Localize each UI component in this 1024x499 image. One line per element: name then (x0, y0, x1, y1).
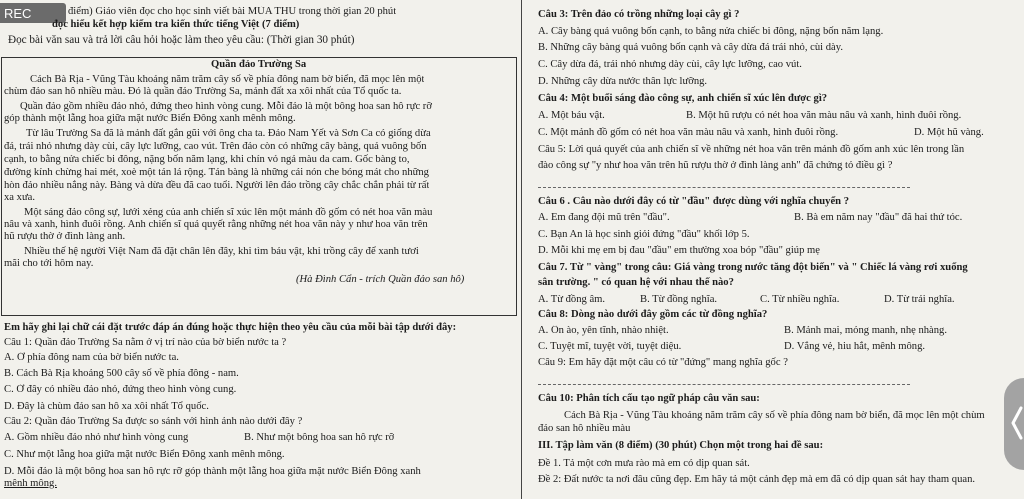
q1-option-b: B. Cách Bà Rịa khoảng 500 cây số về phía đông - nam. (4, 368, 239, 379)
q6-option-c: C. Bạn An là học sinh giỏi đứng "đầu" khối lớp 5. (538, 229, 750, 240)
q3-option-b: B. Những cây bàng quả vuông bốn cạnh và cây dừa đá trái nhỏ, cùi dày. (538, 42, 843, 53)
q4-option-a: A. Một báu vật. (538, 110, 605, 121)
passage-line: Cách Bà Rịa - Vũng Tàu khoảng năm trăm cây số về phía đông nam bờ biển, đã mọc lên một (30, 74, 425, 85)
exam-header-2: đọc hiểu kết hợp kiểm tra kiến thức tiếng Việt (7 điểm) (52, 19, 300, 30)
q2-option-b: B. Như một bông hoa san hô rực rỡ (244, 432, 395, 443)
passage-line: mãi cho tới hôm nay. (4, 258, 94, 269)
q7-option-d: D. Từ trái nghĩa. (884, 294, 955, 305)
q7-option-a: A. Từ đồng âm. (538, 294, 606, 305)
q8-option-c: C. Tuyệt mĩ, tuyệt vời, tuyệt diệu. (538, 341, 682, 352)
q8-option-b: B. Mảnh mai, mỏng manh, nhẹ nhàng. (784, 325, 948, 336)
passage-line: hũ rượu thờ ở đình làng anh. (4, 231, 126, 242)
instruction: Em hãy ghi lại chữ cái đặt trước đáp án đúng hoặc thực hiện theo yêu cầu của mỗi bài tập dưới đây: (4, 322, 457, 333)
passage-line: góp thành một lẵng hoa giữa mặt nước Biển Đông xanh mênh mông. (4, 113, 296, 124)
question-10-sentence: Cách Bà Rịa - Vũng Tàu khoảng năm trăm cây số về phía đông nam bờ biển, đã mọc lên một chùm (564, 410, 985, 421)
essay-topic-1: Đề 1. Tả một cơn mưa rào mà em có dịp quan sát. (538, 458, 750, 469)
column-divider (521, 0, 522, 499)
question-6: Câu 6 . Câu nào dưới đây có từ "đầu" được dùng với nghĩa chuyển ? (538, 196, 849, 207)
exam-header-1: điểm) Giáo viên đọc cho học sinh viết bài MÙA THU trong thời gian 20 phút (68, 6, 397, 17)
q6-option-d: D. Mỗi khi mẹ em bị đau "đầu" em thường xoa bóp "đầu" giúp mẹ (538, 245, 820, 256)
essay-topic-2: Đề 2: Đất nước ta nơi đâu cũng đẹp. Em hãy tả một cảnh đẹp mà em đã có dịp quan sát hay tham quan. (538, 474, 976, 485)
passage-source: (Hà Đình Cẩn - trích Quần đảo san hô) (296, 274, 465, 285)
q1-option-c: C. Ở đây có nhiều đảo nhỏ, đứng theo hình vòng cung. (4, 384, 237, 395)
passage-line: Nhiều thế hệ người Việt Nam đã đặt chân lên đây, khi tìm báu vật, khi trồng cây để xanh tươi (24, 246, 419, 257)
question-2: Câu 2: Quần đảo Trường Sa được so sánh với hình ảnh nào dưới đây ? (4, 416, 303, 427)
answer-line (538, 384, 910, 385)
q2-option-d-cont: mênh mông. (4, 478, 57, 489)
question-7-cont: sân trường. " có quan hệ với nhau thế nào? (538, 277, 734, 288)
passage-line: Một sáng đảo công sự, lưới xẻng của anh chiến sĩ xúc lên một mảnh đồ gốm có nét hoa văn màu (24, 207, 433, 218)
q4-option-c: C. Một mảnh đồ gốm có nét hoa văn màu nâu và xanh, hình đuôi rồng. (538, 127, 839, 138)
question-10-sentence-cont: đảo san hô nhiều màu (538, 423, 631, 434)
question-9: Câu 9: Em hãy đặt một câu có từ "đứng" mang nghĩa gốc ? (538, 357, 788, 368)
passage-line: đường kính chừng hai mét, xoè một tán lá rộng. Tán bàng là những cái nón che bóng mát cho những (4, 167, 429, 178)
question-3: Câu 3: Trên đảo có trồng những loại cây gì ? (538, 9, 740, 20)
passage-title: Quần đảo Trường Sa (211, 59, 307, 70)
passage-line: Từ lâu Trường Sa đã là mảnh đất gắn gũi với ông cha ta. Đảo Nam Yết và Sơn Ca có giống dừa (26, 128, 431, 139)
exam-header-3: Đọc bài văn sau và trả lời câu hỏi hoặc làm theo yêu cầu: (Thời gian 30 phút) (8, 34, 355, 46)
side-scroll-handle[interactable] (1004, 378, 1024, 470)
question-7: Câu 7. Từ " vàng" trong câu: Giá vàng trong nước tăng đột biến" và " Chiếc lá vàng rơi xuống (538, 262, 968, 273)
q3-option-c: C. Cây dừa đá, trái nhỏ nhưng dày cùi, cây lực lưỡng, cao vút. (538, 59, 802, 70)
chevron-left-icon (1010, 406, 1024, 440)
passage-line: đá, trái nhỏ nhưng dày cùi, cây lực lưỡng, cao vút. Trên đảo còn có những cây bàng, quả vuông bốn (4, 141, 427, 152)
record-label: REC (4, 6, 32, 21)
q8-option-d: D. Vắng vẻ, hiu hắt, mênh mông. (784, 341, 926, 352)
passage-line: Quần đảo gồm nhiều đảo nhỏ, đứng theo hình vòng cung. Mỗi đảo là một bông hoa san hô rực rỡ (20, 101, 432, 112)
part-3-heading: III. Tập làm văn (8 điểm) (30 phút) Chọn một trong hai đề sau: (538, 440, 824, 451)
passage-line: cạnh, to bằng nửa chiếc bi đông, nặng bốn năm lạng, khi chín vỏ ngả màu da cam. Gốc bàng to, (4, 154, 410, 165)
question-1: Câu 1: Quần đảo Trường Sa nằm ở vị trí nào của bờ biển nước ta ? (4, 337, 287, 348)
q7-option-c: C. Từ nhiều nghĩa. (760, 294, 840, 305)
passage-line: nâu và xanh, hình đuôi rồng. Anh chiến sĩ quả quyết rằng những nét hoa văn này y như hoa văn trên (4, 219, 428, 230)
question-8: Câu 8: Dòng nào dưới đây gồm các từ đồng nghĩa? (538, 309, 768, 320)
q4-option-d: D. Một hũ vàng. (914, 127, 984, 138)
q2-option-a: A. Gồm nhiều đảo nhỏ như hình vòng cung (4, 432, 189, 443)
question-4: Câu 4: Một buổi sáng đào công sự, anh chiến sĩ xúc lên được gì? (538, 93, 828, 104)
question-10: Câu 10: Phân tích cấu tạo ngữ pháp câu văn sau: (538, 393, 760, 404)
q2-option-d: D. Mỗi đảo là một bông hoa san hô rực rỡ góp thành một lẵng hoa giữa mặt nước Biển Đông xanh (4, 466, 421, 477)
q6-option-b: B. Bà em năm nay "đầu" đã hai thứ tóc. (794, 212, 963, 223)
question-5-cont: đào công sự "y như hoa văn trên hũ rượu thờ ở đình làng anh" đã chứng tỏ điều gì ? (538, 160, 893, 171)
q2-option-c: C. Như một lẵng hoa giữa mặt nước Biển Đông xanh mênh mông. (4, 449, 285, 460)
q3-option-d: D. Những cây dừa nước thân lực lưỡng. (538, 76, 708, 87)
answer-line (538, 187, 910, 188)
q6-option-a: A. Em đang đội mũ trên "đầu". (538, 212, 670, 223)
q7-option-b: B. Từ đồng nghĩa. (640, 294, 718, 305)
q1-option-a: A. Ở phía đông nam của bờ biển nước ta. (4, 352, 179, 363)
q4-option-b: B. Một hũ rượu có nét hoa văn màu nâu và xanh, hình đuôi rồng. (686, 110, 962, 121)
question-5: Câu 5: Lời quả quyết của anh chiến sĩ về những nét hoa văn trên mảnh đồ gốm anh xúc lên trong lần (538, 144, 965, 155)
q1-option-d: D. Đây là chùm đảo san hô xa xôi nhất Tổ quốc. (4, 401, 209, 412)
passage-line: chùm đảo san hô nhiều màu. Đó là quần đảo Trường Sa, mảnh đất xa xôi nhất của Tổ quốc ta. (4, 86, 402, 97)
passage-line: xa xưa. (4, 192, 36, 203)
passage-line: hòn đảo nhiều nắng này. Bàng và dừa đều đã cao tuổi. Người lên đảo trồng cây chắc chắn phải từ rất (4, 180, 430, 191)
q3-option-a: A. Cây bàng quả vuông bốn cạnh, to bằng nửa chiếc bi đông, nặng bốn năm lạng. (538, 26, 884, 37)
q8-option-a: A. Ồn ào, yên tĩnh, nhào nhiệt. (538, 325, 669, 336)
